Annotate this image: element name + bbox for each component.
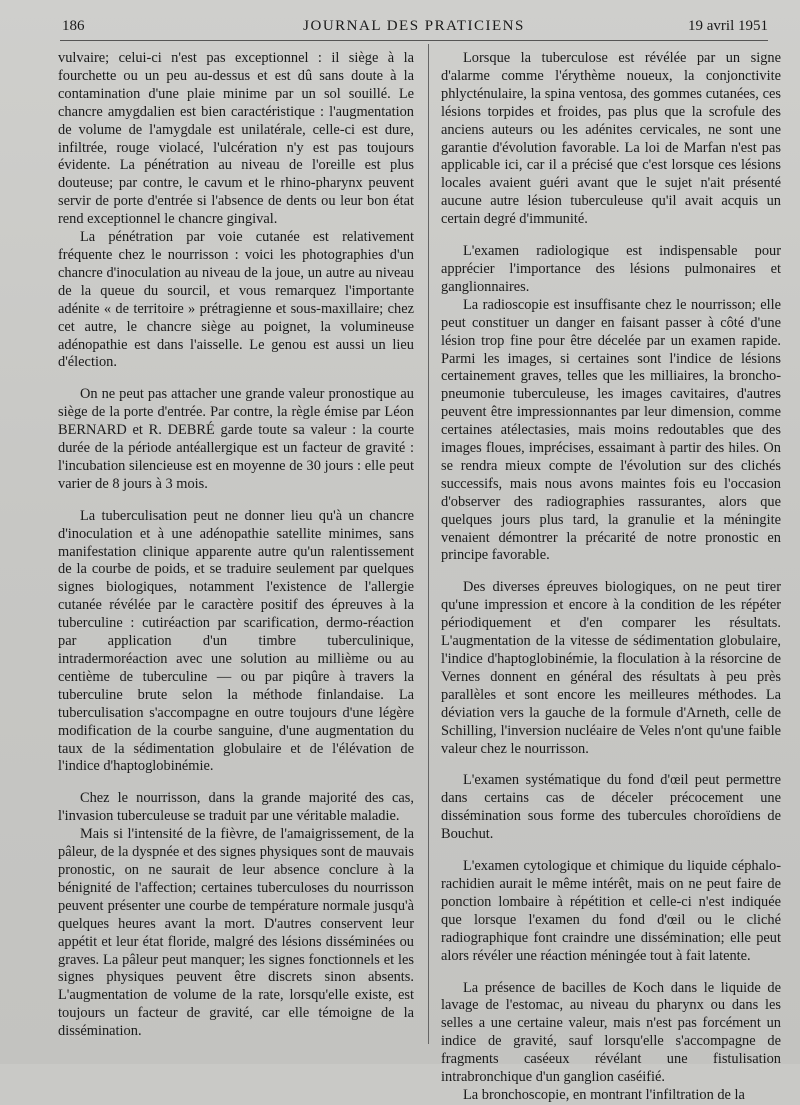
paragraph: Mais si l'intensité de la fièvre, de l'amaigrissement, de la pâleur, de la dyspnée et des signes physiques sont de mauvais pronostic, on ne saurait de leur absence conclure à la bénignité de l'affection; certaines tuberculoses du nourrisson peuvent présenter une courbe de température normale jusqu'à quelques heures avant la mort. D'autres conservent leur appétit et leur état floride, malgré des lésions disséminées ou graves. La pâleur peut manquer; les signes fonctionnels et les signes physiques peuvent être discrets sinon absents. L'augmentation de volume de la rate, lorsqu'elle existe, est toujours un facteur de gravité, car elle témoigne de la dissémination. (58, 826, 414, 1040)
paragraph: La bronchoscopie, en montrant l'infiltration de la (463, 1086, 745, 1103)
paragraph: vulvaire; celui-ci n'est pas exceptionnel : il siège à la fourchette ou un peu au-dessus et est dû sans doute à la contamination d'une plaie minime par un sol souillé. Le chancre amygdalien est bien caractéristique : l'augmentation de volume de l'amygdale est unilatérale, celle-ci est dure, infiltrée, rouge violacé, l'ulcération n'y est pas toujours évidente. La pénétration au niveau de l'oreille est plus douteuse; par contre, le cavum et le rhino-pharynx peuvent servir de porte d'entrée si l'absence de dents ou leur bon état rend exceptionnel le chancre gingival. (58, 50, 414, 228)
paragraph: Chez le nourrisson, dans la grande majorité des cas, l'invasion tuberculeuse se traduit par une véritable maladie. (58, 790, 414, 825)
page-header (60, 14, 768, 41)
page-number: 186 (62, 18, 85, 34)
paragraph: Lorsque la tuberculose est révélée par un signe d'alarme comme l'érythème noueux, la conjonctivite phlycténulaire, la spina ventosa, des gommes cutanées, ces lésions torpides et froides, pas plus que la scrofule des anciens auteurs ou les adénites cervicales, ne sont une garantie d'évolution favorable. La loi de Marfan n'est pas applicable ici, car il a précisé que c'est lorsque ces lésions locales avaient guéri avant que le sujet n'ait présenté aucune autre lésion tuberculeuse qu'il avait acquis un certain degré d'immunité. (441, 50, 781, 228)
left-column (58, 50, 414, 1041)
paragraph: L'examen systématique du fond d'œil peut permettre dans certains cas de déceler précocement une dissémination sous forme des tubercules choroïdiens de Bouchut. (441, 772, 781, 843)
paragraph: La tuberculisation peut ne donner lieu qu'à un chancre d'inoculation et à une adénopathie satellite minimes, sans manifestation clinique apparente autre qu'un ralentissement de la courbe de poids, et se traduire seulement par quelques signes biologiques, notamment l'existence de l'allergie cutanée révélée par le caractère positif des épreuves à la tuberculine : cutiréaction par scarification, dermo-réaction par application d'un timbre tuberculinique, intradermoréaction avec une solution au millième ou au centième de tuberculine — ou par piqûre à travers la tuberculine brute selon la méthode finlandaise. La tuberculisation s'accompagne en outre toujours d'une légère modification de la courbe sanguine, d'une augmentation du taux de la sédimentation globulaire et de l'élévation de l'indice d'haptoglobinémie. (58, 507, 414, 775)
paragraph: L'examen radiologique est indispensable pour apprécier l'importance des lésions pulmonaires et ganglionnaires. (441, 243, 781, 295)
right-column (441, 50, 781, 1105)
paragraph: La radioscopie est insuffisante chez le nourrisson; elle peut constituer un danger en faisant passer à côté d'une lésion trop fine pour être décelée par un examen rapide. Parmi les images, si certaines sont l'indice de lésions certainement graves, telles que les milliaires, la broncho-pneumonie tuberculeuse, les images cavitaires, d'autres peuvent être impressionnantes par leur dimension, comme certaines atélectasies, mais moins redoutables que des images floues, imprécises, essaimant à partir des hiles. On se rendra mieux compte de l'évolution sur des clichés successifs, mais nous avons maintes fois eu l'occasion d'observer des radiographies rassurantes, alors que quelques jours plus tard, la granulie et la méningite venaient démontrer la précarité de notre pronostic en principe favorable. (441, 296, 781, 564)
journal-title: JOURNAL DES PRATICIENS (303, 18, 525, 34)
paragraph: L'examen cytologique et chimique du liquide céphalo-rachidien aurait le même intérêt, mais on ne peut faire de ponction lombaire à répétition et celle-ci n'est indiquée que lorsque l'examen du fond d'œil ou le cliché radiographique font craindre une dissémination; elle peut alors révéler une réaction méningée tout à fait latente. (441, 858, 781, 964)
paragraph: La pénétration par voie cutanée est relativement fréquente chez le nourrisson : voici les photographies d'un chancre d'inoculation au niveau de la joue, un autre au niveau de la queue du sourcil, et vous remarquez l'importante adénite « de territoire » prétragienne et sous-maxillaire; chez cet autre, le chancre siège au poignet, la volumineuse adénopathie est dans l'aisselle. Le genou est aussi un lieu d'élection. (58, 229, 414, 371)
column-divider (428, 44, 429, 1044)
paragraph: La présence de bacilles de Koch dans le liquide de lavage de l'estomac, au niveau du pharynx ou dans les selles a une certaine valeur, mais n'est pas forcément un indice de gravité, sauf lorsqu'elle s'accompagne de fragments caséeux révélant une fistulisation intrabronchique d'un ganglion caséifié. (441, 979, 781, 1086)
paragraph: On ne peut pas attacher une grande valeur pronostique au siège de la porte d'entrée. Par contre, la règle émise par Léon BERNARD et R. DEBRÉ garde toute sa valeur : la courte durée de la période antéallergique est un facteur de gravité : l'incubation silencieuse est en moyenne de 30 jours : elle peut varier de 8 jours à 3 mois. (58, 386, 414, 492)
paragraph: Des diverses épreuves biologiques, on ne peut tirer qu'une impression et encore à la condition de les répéter périodiquement et d'en comparer les résultats. L'augmentation de la vitesse de sédimentation globulaire, l'indice d'haptoglobinémie, la floculation à la résorcine de Vernes donnent en général des résultats à peu près parallèles et sont encore les meilleures méthodes. La déviation vers la gauche de la formule d'Arneth, celle de Schilling, l'inversion nucléaire de Veles n'ont qu'une faible valeur chez le nourrisson. (441, 579, 781, 757)
issue-date: 19 avril 1951 (688, 18, 768, 34)
